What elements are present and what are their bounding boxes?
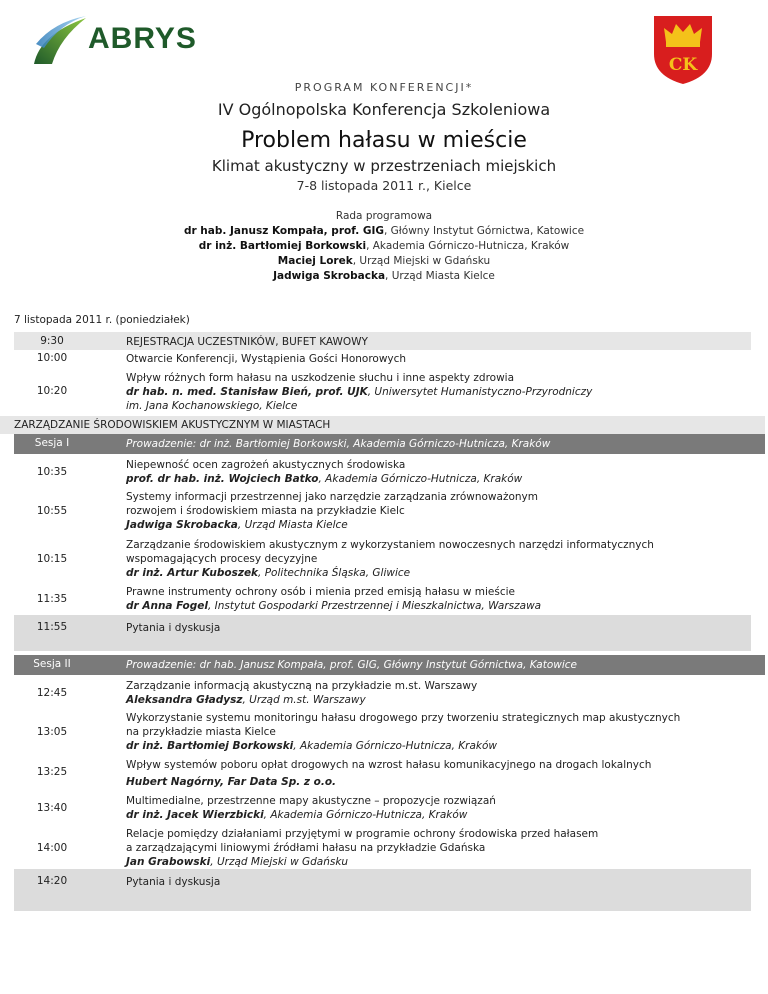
schedule-row xyxy=(14,352,751,370)
schedule-desc: Pytania i dyskusja xyxy=(126,622,221,634)
session-header xyxy=(14,655,751,675)
crest-text: CK xyxy=(668,55,698,75)
program-label: PROGRAM KONFERENCJI* xyxy=(294,81,474,94)
schedule-time: 10:55 xyxy=(36,505,68,517)
schedule-time: 13:40 xyxy=(36,802,68,814)
schedule-row xyxy=(14,711,751,755)
schedule-desc: Wpływ różnych form hałasu na uszkodzenie słuchu i inne aspekty zdrowia dr hab. n. med. Stanisław Bień, prof. UJK, Uniwersytet Humanistyczno-Przyrodniczy im. Jana Kochanowskiego, Kielce xyxy=(126,372,593,412)
conference-title: Problem hałasu w mieście xyxy=(241,128,527,153)
schedule-time: 10:00 xyxy=(36,352,68,364)
schedule-row xyxy=(14,794,751,824)
schedule-row xyxy=(14,538,751,582)
schedule-desc: Niepewność ocen zagrożeń akustycznych środowiska prof. dr hab. inż. Wojciech Batko, Akademia Górniczo-Hutnicza, Kraków xyxy=(126,459,523,485)
schedule-time: 13:25 xyxy=(36,766,68,778)
schedule-desc: REJESTRACJA UCZESTNIKÓW, BUFET KAWOWY xyxy=(126,336,368,348)
schedule-time: 14:00 xyxy=(36,842,68,854)
schedule-row xyxy=(14,371,751,415)
session-label: Sesja I xyxy=(34,437,70,449)
kielce-crest-icon xyxy=(652,14,714,86)
schedule-desc: Wpływ systemów poboru opłat drogowych na wzrost hałasu komunikacyjnego na drogach lokalnych Hubert Nagórny, Far Data Sp. z o.o. xyxy=(126,759,652,788)
schedule-row xyxy=(14,679,751,709)
schedule-time: 10:20 xyxy=(36,385,68,397)
schedule-row xyxy=(14,490,751,534)
conference-name: IV Ogólnopolska Konferencja Szkoleniowa xyxy=(217,100,551,119)
schedule-time: 10:35 xyxy=(36,466,68,478)
schedule-desc: Prawne instrumenty ochrony osób i mienia przed emisją hałasu w mieście dr Anna Fogel, Instytut Gospodarki Przestrzennej i Mieszkalnictwa, Warszawa xyxy=(126,586,542,612)
conference-date: 7-8 listopada 2011 r., Kielce xyxy=(296,178,472,193)
schedule-time: 12:45 xyxy=(36,687,68,699)
session-label: Sesja II xyxy=(33,658,71,670)
schedule-desc: Zarządzanie informacją akustyczną na przykładzie m.st. Warszawy Aleksandra Gładysz, Urząd m.st. Warszawy xyxy=(126,680,478,706)
day-heading: 7 listopada 2011 r. (poniedziałek) xyxy=(14,314,190,326)
schedule-row xyxy=(14,458,751,488)
abrys-logo-text: ABRYS xyxy=(88,22,197,55)
schedule-desc: Systemy informacji przestrzennej jako narzędzie zarządzania zrównoważonym rozwojem i środowiskiem miasta na przykładzie Kielc Jadwiga Skrobacka, Urząd Miasta Kielce xyxy=(126,491,538,531)
schedule-row xyxy=(14,827,751,871)
schedule-time: 11:35 xyxy=(36,593,68,605)
abrys-logo-icon xyxy=(30,14,90,66)
schedule-time: 14:20 xyxy=(36,875,68,887)
schedule-desc: Relacje pomiędzy działaniami przyjętymi w programie ochrony środowiska przed hałasem a zarządzającymi liniowymi źródłami hałasu na przykładzie Gdańska Jan Grabowski, Urząd Miejski w Gdańsku xyxy=(126,828,599,868)
committee-label: Rada programowa xyxy=(335,210,433,222)
schedule-desc: Wykorzystanie systemu monitoringu hałasu drogowego przy tworzeniu strategicznych map akustycznych na przykładzie miasta Kielce dr inż. Bartłomiej Borkowski, Akademia Górniczo-Hutnicza, Kraków xyxy=(126,712,681,752)
discussion-row xyxy=(14,869,751,911)
schedule-desc: Multimedialne, przestrzenne mapy akustyczne – propozycje rozwiązań dr inż. Jacek Wierzbicki, Akademia Górniczo-Hutnicza, Kraków xyxy=(126,795,496,821)
conference-subtitle: Klimat akustyczny w przestrzeniach miejskich xyxy=(211,157,557,175)
committee-member: Jadwiga Skrobacka, Urząd Miasta Kielce xyxy=(273,270,495,282)
session-chair: Prowadzenie: dr hab. Janusz Kompała, prof. GIG, Główny Instytut Górnictwa, Katowice xyxy=(126,659,577,671)
schedule-desc: Pytania i dyskusja xyxy=(126,876,221,888)
section-title: ZARZĄDZANIE ŚRODOWISKIEM AKUSTYCZNYM W MIASTACH xyxy=(14,419,331,431)
section-title-row xyxy=(14,416,751,434)
session-chair: Prowadzenie: dr inż. Bartłomiej Borkowski, Akademia Górniczo-Hutnicza, Kraków xyxy=(126,438,551,450)
schedule-time: 11:55 xyxy=(36,621,68,633)
schedule-row xyxy=(14,332,751,350)
schedule-time: 13:05 xyxy=(36,726,68,738)
schedule-time: 10:15 xyxy=(36,553,68,565)
schedule-row xyxy=(14,758,751,788)
schedule-desc: Otwarcie Konferencji, Wystąpienia Gości Honorowych xyxy=(126,353,407,365)
schedule-desc: Zarządzanie środowiskiem akustycznym z wykorzystaniem nowoczesnych narzędzi informatycznych wspomagających procesy decyzyjne dr inż. Artur Kuboszek, Politechnika Śląska, Gliwice xyxy=(126,539,654,579)
committee-member: dr hab. Janusz Kompała, prof. GIG, Główny Instytut Górnictwa, Katowice xyxy=(183,225,585,237)
discussion-row xyxy=(14,615,751,651)
committee-member: Maciej Lorek, Urząd Miejski w Gdańsku xyxy=(277,255,491,267)
committee-member: dr inż. Bartłomiej Borkowski, Akademia Górniczo-Hutnicza, Kraków xyxy=(198,240,570,252)
schedule-time: 9:30 xyxy=(40,335,64,347)
session-header xyxy=(14,434,751,454)
schedule-row xyxy=(14,585,751,615)
